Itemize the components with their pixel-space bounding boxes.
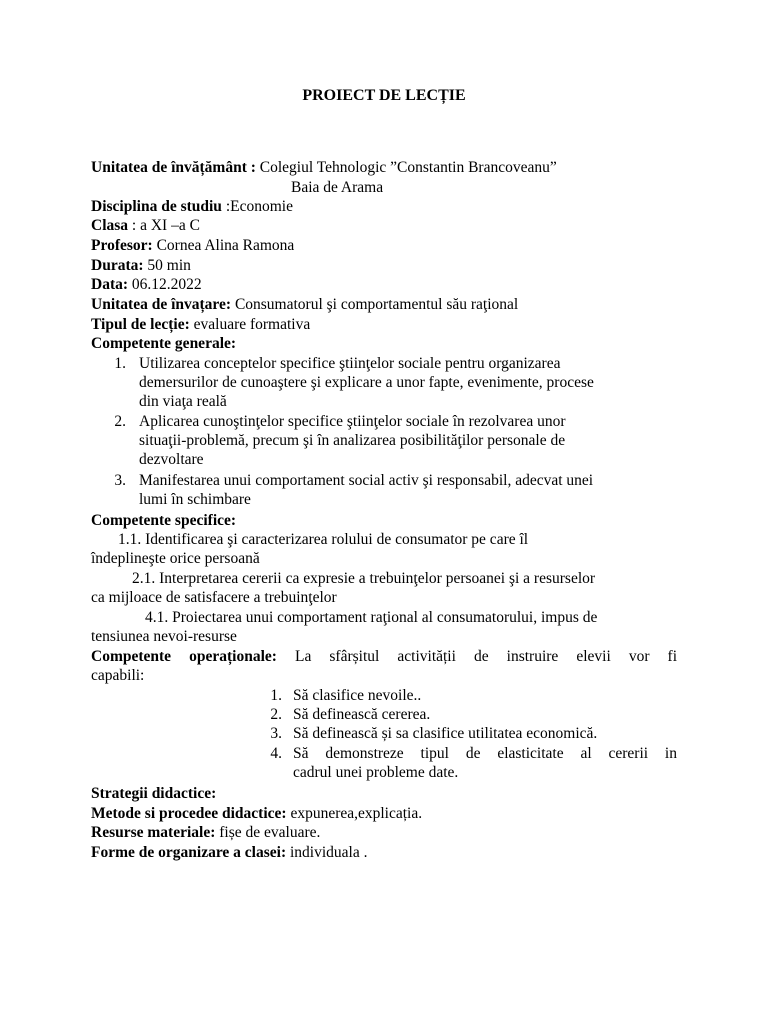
forme-row [91,843,368,862]
list-item-line: Aplicarea cunoştinţelor specifice ştiinţelor sociale în rezolvarea unor [139,413,566,430]
list-item-line: dezvoltare [139,451,204,468]
list-item-line: Să definească cererea. [293,706,431,723]
disciplina-label: Disciplina de studiu [91,198,222,215]
specific-competence-line: 1.1. Identificarea şi caracterizarea rolului de consumator pe care îl [118,531,529,548]
list-item-line: Să demonstreze tipul de elasticitate al cererii in [293,745,677,762]
tipul-lectie-value: evaluare formativa [193,316,311,333]
durata-row [91,256,191,275]
unitatea-invatamant-value: Colegiul Tehnologic ”Constantin Brancoveanu” [259,159,557,176]
list-item-line: lumi în schimbare [139,491,251,508]
competente-generale-heading: Competente generale: [91,335,237,352]
list-item-line: din viaţa reală [139,393,227,410]
specific-competence-line: 4.1. Proiectarea unui comportament raţional al consumatorului, impus de [145,609,598,626]
disciplina-value: :Economie [225,198,293,215]
list-item-line: Manifestarea unui comportament social activ şi responsabil, adecvat unei [139,472,594,489]
list-item-number: 1. [114,355,126,372]
list-item-line: Utilizarea conceptelor specifice ştiinţelor sociale pentru organizarea [139,355,561,372]
list-item-number: 4. [270,745,282,762]
disciplina-row [91,197,293,216]
list-item-line: demersurilor de cunoaştere şi explicare a unor fapte, evenimente, procese [139,374,594,391]
data-row [91,275,202,294]
resurse-row [91,823,320,842]
list-item-number: 3. [114,472,126,489]
unitatea-invatamant-label: Unitatea de învățământ : [91,159,256,176]
list-item-number: 3. [270,725,282,742]
list-item-line: situaţii-problemă, precum şi în analizarea posibilităţilor personale de [139,432,566,449]
list-item-number: 1. [270,687,282,704]
forme-value: individuala . [290,844,368,861]
competente-specifice-heading: Competente specifice: [91,512,237,529]
competente-operationale-label: Competente operaționale: [91,648,277,665]
data-value: 06.12.2022 [131,276,202,293]
specific-competence-line: ca mijloace de satisfacere a trebuinţelor [91,589,337,606]
list-item-line: Să definească și sa clasifice utilitatea economică. [293,725,598,742]
unitatea-invatare-row [91,295,518,314]
profesor-label: Profesor: [91,237,153,254]
metode-value: expunerea,explicația. [290,805,423,822]
document-title: PROIECT DE LECȚIE [302,87,466,104]
tipul-lectie-label: Tipul de lecție: [91,316,190,333]
strategii-heading: Strategii didactice: [91,785,217,802]
list-item-number: 2. [270,706,282,723]
specific-competence-line: tensiunea nevoi-resurse [91,628,237,645]
data-label: Data: [91,276,129,293]
list-item-line: Să clasifice nevoile.. [293,687,422,704]
specific-competence-line: 2.1. Interpretarea cererii ca expresie a trebuinţelor persoanei şi a resurselor [132,570,596,587]
unitatea-invatare-label: Unitatea de învațare: [91,296,232,313]
durata-value: 50 min [147,257,191,274]
competente-operationale-text-line2: capabili: [91,667,145,684]
list-item-number: 2. [114,413,126,430]
profesor-row [91,236,294,255]
unitatea-invatamant-value-line2: Baia de Arama [291,179,384,196]
clasa-value: : a XI –a C [131,217,200,234]
list-item-line: cadrul unei probleme date. [293,764,459,781]
tipul-lectie-row [91,315,310,334]
metode-row [91,804,422,823]
unitatea-invatare-value: Consumatorul şi comportamentul său raţional [234,296,519,313]
unitatea-invatamant-row [91,158,557,177]
durata-label: Durata: [91,257,144,274]
competente-operationale-text: La sfârșitul activității de instruire elevii vor fi [295,648,678,665]
forme-label: Forme de organizare a clasei: [91,844,287,861]
competente-operationale-row [91,647,677,666]
clasa-label: Clasa [91,217,129,234]
resurse-value: fișe de evaluare. [219,824,321,841]
resurse-label: Resurse materiale: [91,824,216,841]
profesor-value: Cornea Alina Ramona [156,237,295,254]
specific-competence-line: îndeplineşte orice persoană [91,550,260,567]
metode-label: Metode si procedee didactice: [91,805,287,822]
clasa-row [91,216,200,235]
